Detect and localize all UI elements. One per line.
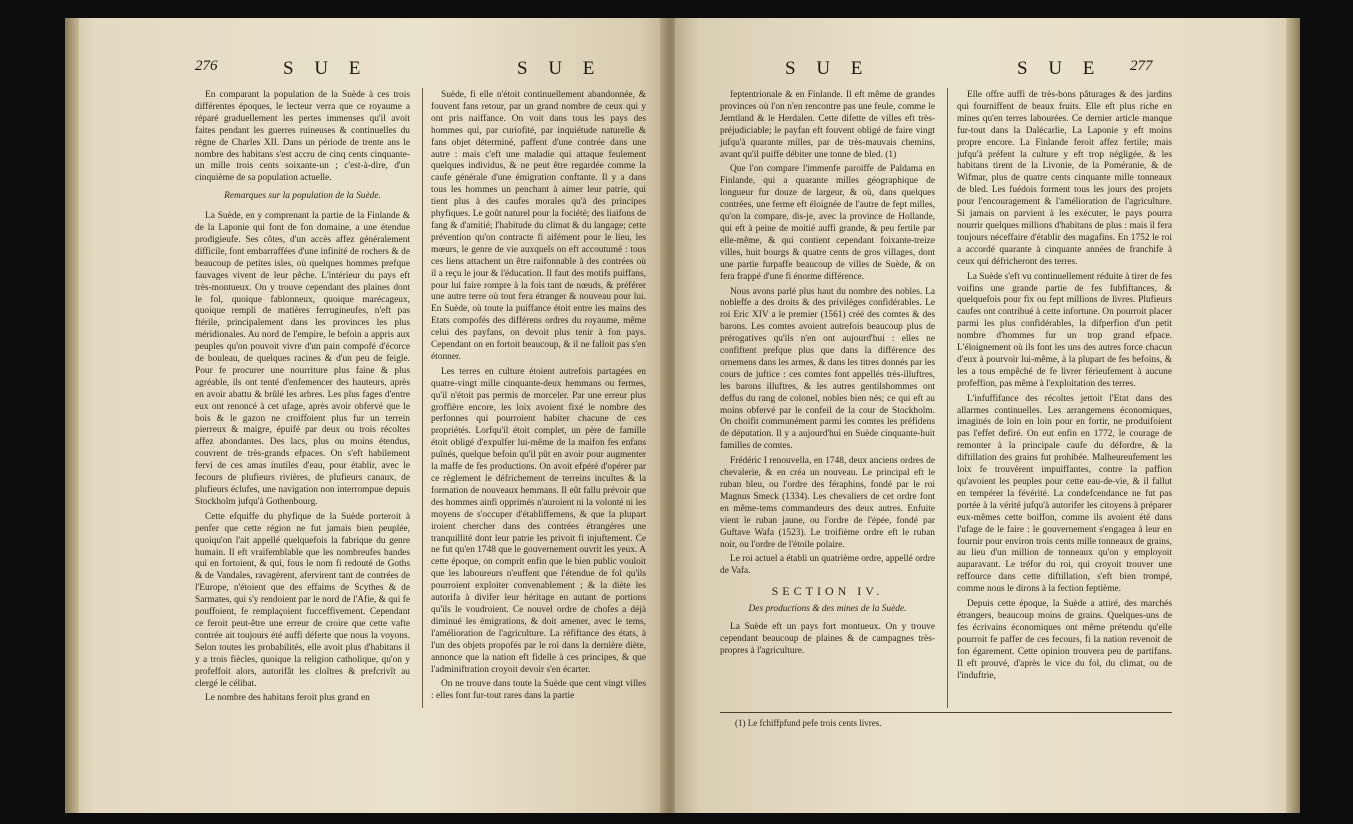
running-header: S U E [785,58,871,79]
open-book [55,18,1305,813]
running-header: S U E [1017,58,1103,79]
paragraph: Frédéric I renouvella, en 1748, deux anciens ordres de chevalerie, & en créa un nouveau. Le principal eft le ruban bleu, ou l'ordre des féraphins, fondé par le roi Magnus Smeck (1334). Les chevaliers de cet ordre font en même-tems commandeurs des deux autres. Enfuite vient le ruban jaune, ou l'ordre de l'épée, fondé par Guftave Wafa (1523). Le troifième ordre eft le ruban noir, ou l'ordre de l'étoile polaire. [720,456,935,550]
column-divider [947,88,948,708]
left-page-edge [65,18,79,813]
paragraph: Le nombre des habitans feroit plus grand en [205,693,370,704]
text-column [720,90,935,661]
paragraph: Les terres en culture étoient autrefois partagées en quatre-vingt mille cinquante-deux hemmans ou fermes, qu'il n'étoit pas permis de morceler. Par une erreur plus groffière encore, les loix avoient fixé le nombre des perfonnes qui pourroient habiter chacune de ces propriétés. Lorfqu'il étoit complet, un père de famille étoit obligé d'expulfer lui-même de la maifon fes enfans puînés, quelque befoin qu'il pût en avoir pour augmenter la maffe de fes productions. On avoit efpéré d'opérer par ce règlement le défrichement de terreins incultes & la formation de nouveaux hemmans. Il eût fallu prévoir que des hommes ainfi opprimés n'auroient ni la volonté ni les moyens de s'occuper d'établiffemens, & que la plupart iroient chercher dans des contrées étrangères une tranquillité dont leur patrie les privoit fi injuftement. Ce ne fut qu'en 1748 que le gouvernement ouvrit les yeux. A cette époque, on comprit enfin que le bien public vouloit que les laboureurs n'euffent que l'étendue de fol qu'ils pourroient exploiter convenablement ; & la diète les autorifa à divifer leur héritage en autant de portions qu'ils le voudroient. Ce nouvel ordre de chofes a déjà diminué les émigrations, & doit amener, avec le tems, l'amélioration de l'agriculture. La réfiftance des états, à l'un des objets propofés par le roi dans la dernière diète, annonce que la nation eft fidelle à ces principes, & que l'adminiftration croyoit devoir s'en écarter. [431,366,646,675]
right-page-edge [1286,18,1300,813]
text-column [957,90,1172,685]
paragraph: Depuis cette époque, la Suède a attiré, des marchés étrangers, beaucoup moins de grains. Quelques-uns de fes écrivains économiques ont même prétendu qu'elle pourroit fe paffer de ces fecours, fi la nation revenoit de fon égarement. Cette opinion trouvera peu de partifans. Il eft prouvé, d'après le vice du fol, du climat, ou de l'induftrie, [957,599,1172,681]
running-header: S U E [283,58,369,79]
section-heading: SECTION IV. [771,584,884,599]
paragraph: La Suède s'eft vu continuellement réduite à tirer de fes voifins une grande partie de fes fubfiftances, & quelquefois pour fix ou fept millions de livres. Plufieurs caufes ont contribué à cette infortune. On pourroit placer parmi les plus confidérables, la difperfion d'un petit nombre d'hommes fur un trop grand efpace. L'éloignement où ils font les uns des autres force chacun d'eux à pourvoir lui-même, à la plupart de fes befoins, & les a tous empêché de fe livrer férieufement à aucune profeffion, pas même à l'exploitation des terres. [957,271,1172,389]
paragraph: L'infuffifance des récoltes jettoit l'Etat dans des allarmes continuelles. Les arrangemens économiques, imaginés de loin en loin pour en fortir, ne produifoient pas l'effet defiré. On eut enfin en 1772, le courage de remonter à la principale caufe du défordre, & la diftillation des grains fut prohibée. Malheureufement les loix fe trouvèrent impuiffantes, contre la paffion qu'avoient les peuples pour cette eau-de-vie, & il fallut en tempérer la févérité. La condefcendance ne fut pas portée à la vérité jufqu'à autorifer les citoyens à préparer eux-mêmes cette boiffon, comme ils avoient été dans l'ufage de le faire : le gouvernement s'engagea à leur en fournir pour environ trois cents mille tonneaux de grains, au lieu d'un million de tonneaux qu'on y employoit auparavant. Le tréfor du roi, qui croyoit trouver une reffource dans cette diftillation, s'eft bien trompé, comme nous le dirons à la fection feptième. [957,393,1172,595]
paragraph: Cette efquiffe du phyfique de la Suède porteroit à penfer que cette région ne fut jamais bien peuplée, quoiqu'on l'ait appellé quelquefois la fabrique du genre humain. Il eft vraifemblable que les nombreufes bandes qui en fortoient, & qui, fous le nom fi redouté de Goths & de Vandales, ravagèrent, afervirent tant de contrées de l'Europe, n'étoient que des effaims de Scythes & de Sarmates, qui s'y rendoient par le nord de l'Afie, & qui fe pouffoient, fe remplaçoient fucceffivement. Cependant ce feroit peut-être une erreur de croire que cette vafte contrée ait toujours été auffi déferte que nous la voyons. Selon toutes les probabilités, elle avoit plus d'habitans il y a trois fiècles, quoique la religion catholique, qu'on y profeffoit alors, autorifât les cloîtres & prefcrivît au clergé le célibat. [195,511,410,689]
text-column [195,90,410,708]
running-header: S U E [517,58,603,79]
text-column [431,90,646,706]
footnote: (1) Le fchiffpfund pefe trois cents livres. [735,718,882,728]
column-divider [422,88,423,708]
right-page [675,18,1300,813]
paragraph: La Suède eft un pays fort montueux. On y trouve cependant beaucoup de plaines & de campagnes très-propres à l'agriculture. [720,622,935,656]
page-number: 277 [1130,58,1153,74]
footnote-rule [720,712,1172,713]
section-subtitle: Des productions & des mines de la Suède. [748,604,907,615]
page-number: 276 [195,58,218,74]
paragraph: En comparant la population de la Suède à ces trois différentes époques, le lecteur verra que ce royaume a réparé graduellement les pertes immenses qu'il avoit faites pendant les guerres ruineuses & continuelles du règne de Charles XII. Dans un période de trente ans le nombre des habitans s'est accru de cinq cents cinquante-un mille trois cents soixante-un ; c'est-à-dire, d'un cinquième de sa population actuelle. [195,90,410,184]
paragraph: Suède, fi elle n'étoit continuellement abandonnée, & fouvent fans retour, par un grand nombre de ceux qui y ont pris naiffance. On voit dans tous les pays des hommes qui, par curiofité, par inquiétude naturelle & fans objet déterminé, paffent d'une contrée dans une autre : mais c'eft une maladie qui attaque feulement quelques individus, & ne peut être regardée comme la caufe générale d'une émigration conftante. Il y a dans tous les hommes un penchant à aimer leur patrie, qui tient plus à des caufes morales qu'à des principes phyfiques. Le goût naturel pour la fociété; des liaifons de fang & d'amitié; l'habitude du climat & du langage; cette prévention qu'on contracte fi aifément pour le lieu, les mœurs, le genre de vie auxquels on eft accoutumé : tous ces liens attachent un être raifonnable à des contrées où il a reçu le jour & l'éducation. Il faut des motifs puiffans, pour lui faire rompre à la fois tant de nœuds, & préférer une autre terre où tout fera étranger & nouveau pour lui. En Suède, où toute la puiffance étoit entre les mains des Etats compofés des différens ordres du royaume, même celui des payfans, on devoit plus tenir à fon pays. Cependant on en fortoit beaucoup, & il ne falloit pas s'en étonner. [431,90,646,362]
paragraph: La Suède, en y comprenant la partie de la Finlande & de la Laponie qui font de fon domaine, a une étendue prodigieufe. Ses côtes, d'un accès affez généralement difficile, font embarraffées d'une infinité de rochers & de beaucoup de petites isles, où quelques hommes prefque fauvages vivent de leur pêche. L'intérieur du pays eft très-montueux. On y trouve cependant des plaines dont le fol, quoique fablonneux, quoique marécageux, quoique rempli de matières ferrugineufes, n'eft pas ftérile, principalement dans les provinces les plus méridionales. Au nord de l'empire, le befoin a appris aux peuples qu'on pouvoit vivre d'un pain compofé d'écorce de bouleau, de quelques racines & d'un peu de feigle. Pour fe procurer une nourriture plus faine & plus agréable, ils ont tenté d'enfemencer des hauteurs, après en avoir abattu & brûlé les arbres. Les plus fages d'entre eux ont renoncé à cet ufage, après avoir obfervé que le bois & le gazon ne croiffoient plus fur un terrein pierreux & maigre, épuifé par deux ou trois récoltes affez abondantes. Des lacs, plus ou moins étendus, couvrent de très-grands efpaces. On s'eft habilement fervi de ces amas inutiles d'eau, pour établir, avec le fecours de plufieurs rivières, de plufieurs canaux, de plufieurs éclufes, une navigation non interrompue depuis Stockholm jufqu'à Gothenbourg. [195,211,410,507]
left-page [65,18,670,813]
paragraph: Nous avons parlé plus haut du nombre des nobles. La nobleffe a des droits & des privilèges confidérables. Le roi Eric XIV a le premier (1561) créé des comtes & des barons. Les comtes avoient autrefois beaucoup plus de prérogatives qu'ils n'en ont aujourd'hui : elles ne confiftent prefque plus que dans la différence des ornemens dans les armes, & dans les titres donnés par les cours de juftice : ces comtes font appellés très-illuftres, les barons illuftres, & les autres gentilshommes ont deffus du rang de colonel, nobles bien nés; ce qui eft au moins obfervé par le confeil de la cour de Stockholm. On choifit communément parmi les comtes les préfidens de députation. Il y a aujourd'hui en Suède cinquante-huit familles de comtes. [720,286,935,452]
paragraph: Le roi actuel a établi un quatrième ordre, appellé ordre de Vafa. [720,554,935,577]
paragraph: On ne trouve dans toute la Suède que cent vingt villes : elles font fur-tout rares dans la partie [431,679,646,702]
section-title: Remarques sur la population de la Suède. [224,191,381,202]
paragraph: Elle offre auffi de très-bons pâturages & des jardins qui fourniffent de beaux fruits. Elle eft plus riche en mines qu'en terres labourées. Ce dernier article manque fur-tout dans la Dalécarlie, La Laponie y eft moins propre encore. La Finlande feroit affez fertile; mais jufqu'à préfent la culture y eft trop négligée, & les habitans tirent de la Livonie, de la Poméranie, & de Wifmar, plus de quatre cents cinquante mille tonneaux de bled. Les fuédois forment tous les jours des projets pour l'encouragement & l'amélioration de l'agriculture. Si jamais on parvient à les exécuter, le pays pourra nourrir quelques millions d'habitans de plus : mais il fera toujours néceffaire d'établir des magafins. En 1752 le roi a accordé quarante à cinquante années de franchife à ceux qui défricheront des terres. [957,90,1172,267]
paragraph: Que l'on compare l'immenfe paroiffe de Paldama en Finlande, qui a quarante milles géographique de longueur fur douze de largeur, & où, dans quelques contrées, une ferme eft éloignée de l'autre de fept milles, qu'on la compare, dis-je, avec la province de Hollande, qui eft à peine de moitié auffi grande, & peu fertile par elle-même, & qui contient cependant foixante-treize villes, huit bourgs & quatre cents de gros villages, dont une partie furpaffe beaucoup de villes de Suède, & on fera frappé d'une fi énorme différence. [720,164,935,282]
paragraph: feptentrionale & en Finlande. Il eft même de grandes provinces où l'on n'en rencontre pas une feule, comme le Jemtland & le Herdalen. Cette difette de villes eft très-préjudiciable; le payfan eft fouvent obligé de faire vingt jufqu'à quarante milles, par de très-mauvais chemins, avant qu'il puiffe débiter une tonne de bled. (1) [720,90,935,160]
